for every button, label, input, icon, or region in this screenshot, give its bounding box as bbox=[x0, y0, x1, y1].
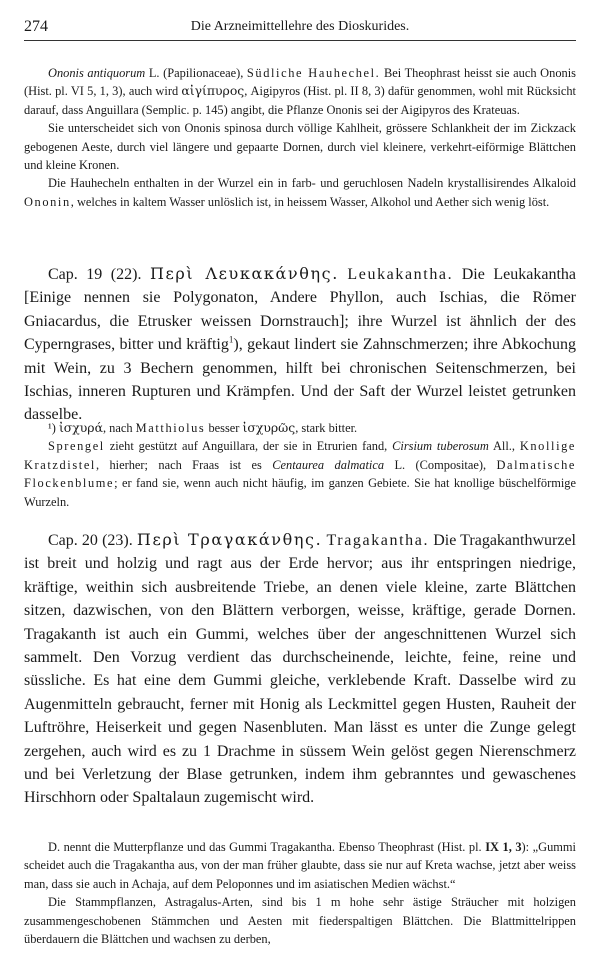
footnote-ref: 1 bbox=[228, 334, 234, 345]
tragakantha-note-1: D. nennt die Mutterpflanze und das Gummi Tragakantha. Ebenso Theophrast (Hist. pl. IX 1, 3): „Gummi scheidet auch die Tragakantha aus, von der man früher glaubte, dass sie nur auf Kreta wachse, jetzt aber weiss man, dass sie auch in Achaja, auf dem Peloponnes und im asiatischen Medien wächst.“ bbox=[24, 840, 576, 891]
common-name-hauhechel: Südliche Hauhechel. bbox=[246, 66, 381, 80]
chapter-20-text: Cap. 20 (23). Περὶ Τραγακάνθης. Tragakantha. Die Tragakanthwurzel ist breit und holzig und ragt aus der Erde hervor; aus ihr entspringen niedrige, kräftige, weithin sich ausbreitende Triebe, an denen viele kleine, zarte Blättchen sitzen, dazwischen, von den Blättern verborgen, weisse, kräftige, gerade Dornen. Tragakanth ist auch ein Gummi, welches über der angeschnittenen Wurzel sich sammelt. Den Vorzug verdient das durchscheinende, leichte, feine, reine und süssliche. Es hat eine dem Gummi gleiche, verklebende Kraft. Dasselbe wird zu Augenmitteln gebraucht, ferner mit Honig als Leckmittel gegen Husten, Rauheit der Luftröhre, Heiserkeit und gegen Nasenbluten. Man lässt es unter die Zunge gelegt zergehen, auch wird es zu 1 Drachme in süssem Wein gelöst gegen Nierenschmerz und bei Verletzung der Blase getrunken, indem ihm gebranntes und gewaschenes Hirschhorn oder Spaltalaun zugemischt wird. bbox=[24, 530, 576, 807]
page-header bbox=[24, 14, 576, 41]
greek-term-ischyros: ἰσχυρῶς bbox=[242, 420, 296, 435]
ononis-paragraph-2: Sie unterscheidet sich von Ononis spinosa durch völlige Kahlheit, grössere Schlankheit der im Zickzack gebogenen Aeste, durch viel längere und gepaarte Dornen, durch viel kleinere, verkehrt-eiförmige Blättchen und kleine Kronen. bbox=[24, 121, 576, 173]
alkaloid-ononin: Ononin bbox=[24, 194, 71, 209]
chapter-19-notes bbox=[24, 419, 576, 511]
chapter-20-name: Tragakantha. bbox=[326, 532, 430, 549]
chapter-20-heading: Cap. 20 (23). bbox=[48, 532, 133, 549]
author-sprengel: Sprengel bbox=[48, 439, 105, 454]
greek-term-aigipyros: αἰγίπυρος bbox=[181, 83, 245, 99]
running-title: Die Arzneimittellehre des Dioskurides. bbox=[190, 19, 410, 34]
chapter-20-greek-title: Περὶ Τραγακάνθης. bbox=[136, 530, 323, 549]
sprengel-note: Sprengel zieht gestützt auf Anguillara, der sie in Etrurien fand, Cirsium tuberosum All., Knollige Kratzdistel, hierher; nach Fraas ist es Centaurea dalmatica L. (Compositae), Dalmatische Flockenblume; er fand sie, wenn auch nicht häufig, im ganzen Gebiete. Sie hat knollige büschelförmige Wurzeln. bbox=[24, 439, 577, 509]
ononis-paragraph-3: Die Hauhecheln enthalten in der Wurzel ein in farb- und geruchlosen Nadeln krystallisirendes Alkaloid Ononin, welches in kaltem Wasser unlöslich ist, in heissem Wasser, Alkohol und Aether sich wenig löst. bbox=[24, 176, 576, 209]
sci-name-ononis: Ononis antiquorum bbox=[48, 66, 146, 80]
chapter-19-name: Leukakantha. bbox=[347, 266, 454, 283]
chapter-19-greek-title: Περὶ Λευκακάνθης. bbox=[149, 264, 339, 283]
common-name-flockenblume: Dalmatische Flockenblume bbox=[24, 457, 576, 491]
ononis-paragraph-1: Ononis antiquorum L. (Papilionaceae), Südliche Hauhechel. Bei Theophrast heisst sie auch Ononis (Hist. pl. VI 5, 1, 3), auch wird αἰγίπυρος, Aigipyros (Hist. pl. II 8, 3) dafür genommen, wohl mit Rücksicht darauf, dass Anguillara (Semplic. p. 145) angibt, die Pflanze Ononis sei der Aigipyros des Krateuas. bbox=[24, 66, 577, 117]
ononis-notes bbox=[24, 64, 576, 211]
footnote-1: ¹) ἰσχυρά, nach Matthiolus besser ἰσχυρῶς, stark bitter. bbox=[48, 420, 358, 435]
chapter-20-notes bbox=[24, 838, 576, 948]
chapter-20 bbox=[24, 528, 576, 810]
chapter-19 bbox=[24, 262, 576, 427]
page-number: 274 bbox=[24, 18, 48, 35]
chapter-19-heading: Cap. 19 (22). bbox=[48, 266, 142, 283]
tragakantha-note-2: Die Stammpflanzen, Astragalus-Arten, sind bis 1 m hohe sehr ästige Sträucher mit holzigen zusammengeschobenen Stämmchen und Aesten mit fiederspaltigen Blättchen. Die Blattmittelrippen überdauern die Blättchen und wachsen zu derben, bbox=[24, 895, 576, 947]
common-name-kratzdistel: Knollige Kratzdistel bbox=[24, 439, 577, 472]
sci-name-centaurea: Centaurea dalmatica bbox=[272, 457, 385, 472]
chapter-19-text: Cap. 19 (22). Περὶ Λευκακάνθης. Leukakantha. Die Leukakantha [Einige nennen sie Polygonaton, Andere Phyllon, auch Ischias, die Römer Gniacardus, die Etrusker weissen Dornstrauch]; ihre Wurzel ist ähnlich der des Cyperngrases, bitter und kräftig$^1$), gekaut lindert sie Zahnschmerzen; ihre Abkochung mit Wein, zu 3 Bechern genommen, hilft bei chronischen Seitenschmerzen, bei Ischias, inneren Rupturen und Krämpfen. Und der Saft der Wurzel leistet getrunken dasselbe. bbox=[24, 264, 577, 424]
greek-term-ischyra: ἰσχυρά bbox=[58, 420, 103, 435]
theophrast-ref: IX 1, 3 bbox=[485, 840, 522, 854]
sci-name-cirsium: Cirsium tuberosum bbox=[392, 439, 489, 454]
author-matthiolus: Matthiolus bbox=[135, 421, 206, 435]
